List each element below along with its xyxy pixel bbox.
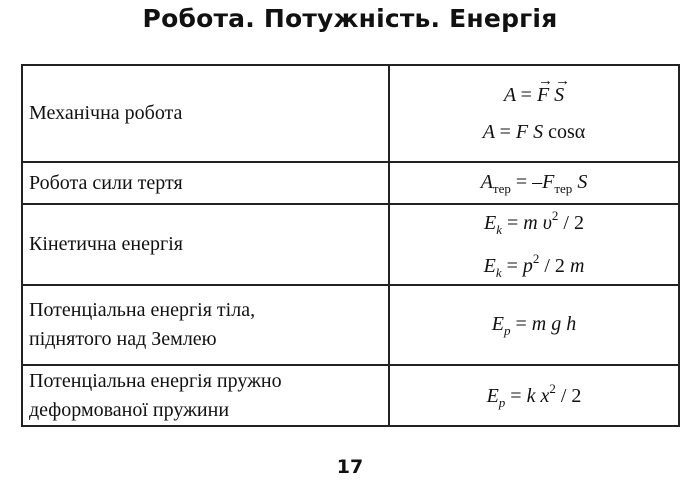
divide-by-two: / 2 (544, 255, 565, 277)
vector-displacement (554, 73, 571, 107)
exponent-two: 2 (551, 208, 559, 224)
formula-cell-friction-work (389, 162, 679, 204)
symbol-energy: E (484, 212, 497, 235)
formula-kinetic-velocity (390, 208, 678, 238)
cos-function: cos (548, 121, 575, 143)
row-label-mechanical-work (22, 65, 389, 162)
formula-cell-potential-spring (389, 365, 679, 426)
formula-cell-kinetic-energy (389, 204, 679, 285)
formula-work-vector (390, 73, 678, 107)
label-line: Потенціальна енергія тіла, (29, 299, 256, 321)
symbol-energy: E (486, 384, 499, 407)
symbol-displacement: S (554, 84, 565, 106)
label-line: деформованої пружини (29, 398, 230, 421)
symbol-force: F (515, 121, 529, 143)
table-row (22, 365, 679, 426)
equals-sign: = (499, 121, 511, 143)
label-line: Робота сили тертя (29, 171, 183, 194)
table-row (22, 162, 679, 204)
table-row (22, 65, 679, 162)
symbol-deformation: x (540, 384, 550, 407)
symbol-mass: m (531, 312, 547, 335)
symbol-stiffness: k (526, 384, 536, 407)
divide-by-two: / 2 (560, 384, 582, 407)
formula-potential-spring (390, 381, 678, 411)
row-label-kinetic-energy (22, 204, 389, 285)
equals-sign: = (515, 312, 527, 335)
label-line: Кінетична енергія (29, 233, 183, 255)
symbol-force: F (536, 84, 550, 106)
subscript-potential: p (503, 322, 511, 338)
symbol-work: A (503, 84, 516, 106)
subscript-potential: p (498, 394, 506, 410)
divide-by-two: / 2 (563, 212, 584, 235)
formula-potential-height (390, 312, 678, 339)
formula-cell-mechanical-work (389, 65, 679, 162)
symbol-displacement: S (577, 170, 588, 193)
symbol-mass: m (523, 212, 538, 235)
symbol-alpha: α (574, 121, 586, 143)
formula-kinetic-momentum (390, 251, 678, 281)
symbol-mass: m (569, 255, 585, 277)
subscript-kinetic: k (495, 265, 502, 280)
symbol-momentum: p (522, 255, 533, 277)
label-line: Механічна робота (29, 102, 183, 124)
table-row (22, 204, 679, 285)
vector-arrow-icon: → (537, 73, 553, 89)
label-line: Потенціальна енергія пружно (29, 369, 282, 392)
vector-arrow-icon: → (555, 73, 571, 89)
page-number: 17 (336, 456, 364, 478)
vector-force (536, 73, 553, 107)
row-label-potential-height (22, 285, 389, 365)
equals-sign: = (520, 84, 532, 106)
equals-sign: = (510, 384, 522, 407)
subscript-kinetic: k (496, 222, 502, 238)
symbol-energy: E (491, 312, 504, 335)
equals-sign: = (506, 255, 518, 277)
equals-sign: = (507, 212, 519, 235)
formula-work-scalar (390, 120, 678, 144)
symbol-height: h (566, 312, 577, 335)
formula-cell-potential-height (389, 285, 679, 365)
row-label-friction-work (22, 162, 389, 204)
symbol-work: A (482, 121, 495, 143)
symbol-gravity: g (551, 312, 562, 335)
symbol-force: F (542, 170, 555, 193)
subscript-friction: тер (554, 180, 573, 196)
symbol-velocity: υ (542, 212, 552, 235)
symbol-displacement: S (533, 121, 544, 143)
symbol-energy: E (483, 255, 496, 277)
page-title: Робота. Потужність. Енергія (142, 4, 558, 33)
minus-sign: – (532, 170, 543, 193)
formula-table (21, 64, 680, 427)
subscript-friction: тер (492, 180, 511, 196)
exponent-two: 2 (532, 251, 540, 266)
label-line: піднятого над Землею (29, 328, 217, 350)
table-row (22, 285, 679, 365)
row-label-potential-spring (22, 365, 389, 426)
equals-sign: = (515, 170, 528, 193)
symbol-work: A (480, 170, 493, 193)
formula-friction-work (390, 170, 678, 197)
exponent-two: 2 (549, 380, 556, 396)
